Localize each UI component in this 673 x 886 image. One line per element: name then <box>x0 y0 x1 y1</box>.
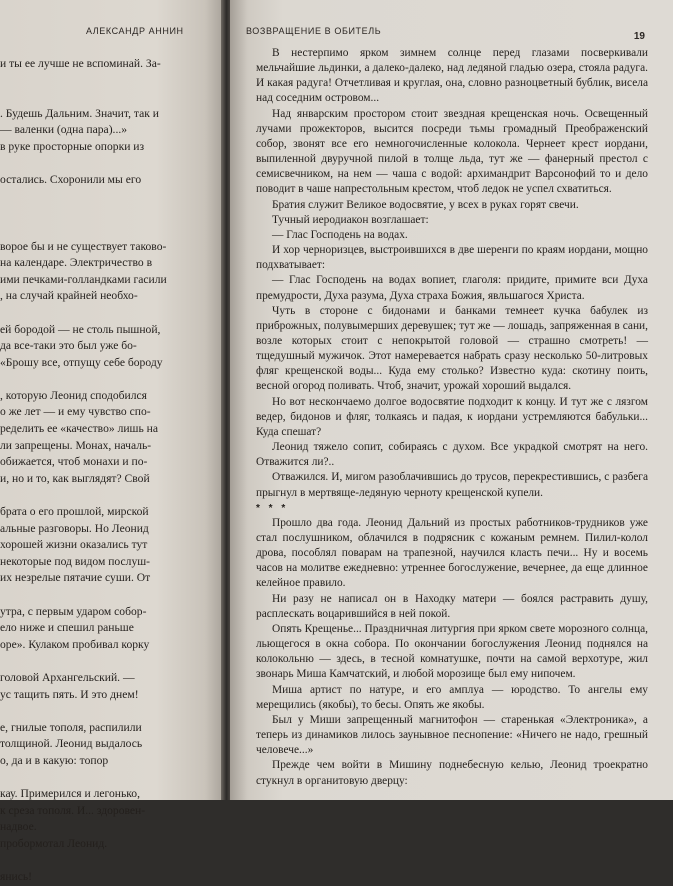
left-page-line <box>0 89 220 106</box>
left-page-line: янись! <box>0 870 33 884</box>
left-page-line: ело ниже и спешил раньше <box>0 621 134 635</box>
running-head-left: АЛЕКСАНДР АННИН <box>86 26 184 36</box>
left-page-line <box>0 853 220 870</box>
left-page-line <box>0 703 220 720</box>
left-page-line: оре». Кулаком пробивал корку <box>0 637 150 651</box>
left-page-line <box>0 770 220 787</box>
paragraph: Над январским простором стоит звездная крещенская ночь. Освещенный лучами прожекторов, высится посреди тьмы громадный Преображенский собор, звонят все его немногочисленные колокола. Чернеет крест иордани, выпиленной двуручной пилой в толще льда, тут же — фанерный престол с семисвечником, на нем — чаша с водой: архимандрит Варсонофий то и дело поводит в чаше напрестольным крестом, чтоб ледок не успел схватиться. <box>256 107 648 196</box>
left-page-line: , которую Леонид сподобился <box>0 388 148 402</box>
left-page-line: е, гнилые тополя, распилили <box>0 720 142 734</box>
left-page-line: и ты ее лучше не вспоминай. За- <box>0 57 161 70</box>
left-page-line: на календаре. Электричество в <box>0 256 153 270</box>
left-page-line: ей бородой — не столь пышной, <box>0 322 161 336</box>
left-page-line: в руке просторные опорки из <box>0 139 145 153</box>
left-page-line <box>0 587 220 604</box>
left-page-line <box>0 305 220 322</box>
paragraph: Отважился. И, мигом разоблачившись до трусов, перекрестившись, с разбега прыгнул в мертвяще-ледяную черноту крещенской купели. <box>256 471 648 499</box>
left-page-line <box>0 73 220 90</box>
left-page-line: кау. Примерился и легонько, <box>0 787 140 801</box>
left-page-line <box>0 222 220 239</box>
left-page <box>0 0 223 884</box>
left-page-line: ус тащить пять. И это днем! <box>0 687 139 701</box>
paragraph: И хор черноризцев, выстроившихся в две шеренги по краям иордани, мощно подхватывает: <box>256 244 648 272</box>
left-page-line: ворое бы и не существует таково- <box>0 239 167 253</box>
running-head-right: ВОЗВРАЩЕНИЕ В ОБИТЕЛЬ <box>246 26 382 36</box>
left-page-line: «Брошу все, отпущу себе бороду <box>0 355 163 369</box>
left-page-line: головой Архангельский. — <box>0 670 135 684</box>
right-page-text <box>256 46 648 789</box>
paragraph: Прошло два года. Леонид Дальний из простых работников-трудников уже стал послушником, облачился в подрясник с кожаным ремнем. Пилил-колол дрова, пособлял поварам на трапезной, научился класть печи... Ну и восемь часов на молитве ежедневно: утреннее богослужение, вечернее, да еще длинное келейное правило. <box>256 516 648 590</box>
left-page-line: утра, с первым ударом собор- <box>0 604 147 618</box>
left-page-line: хорошей жизни оказались тут <box>0 538 148 552</box>
left-page-line <box>0 653 220 670</box>
left-page-line: альные разговоры. Но Леонид <box>0 521 149 535</box>
left-page-line: ли запрещены. Монах, началь- <box>0 438 152 452</box>
left-page-line: надвое. <box>0 820 37 834</box>
paragraphs-after-break <box>256 516 648 789</box>
left-page-line: ими печками-голландками гасили <box>0 272 167 286</box>
left-page-line: , на случай крайней необхо- <box>0 289 138 303</box>
left-page-line: обижается, чтоб монахи и по- <box>0 455 148 469</box>
section-break: * * * <box>256 502 289 514</box>
paragraph: Но вот нескончаемо долгое водосвятие подходит к концу. И тут же с лязгом ведер, бидонов и фляг, толкаясь и падая, к иордани устремляются бабульки... Куда спешат? <box>256 395 648 438</box>
left-page-line: и, но и то, как выглядят? Свой <box>0 471 150 485</box>
paragraph: Миша артист по натуре, и его амплуа — юродство. То ангелы ему мерещились (якобы), то бесы. Опять же якобы. <box>256 683 648 711</box>
paragraph: Братия служит Великое водосвятие, у всех в руках горят свечи. <box>272 198 579 211</box>
left-page-line <box>0 156 220 173</box>
left-page-line: толщиной. Леонид выдалось <box>0 737 143 751</box>
left-page-line: да все-таки это был уже бо- <box>0 339 137 353</box>
left-page-line: к среза тополя. И... здоровен- <box>0 803 146 817</box>
paragraph: В нестерпимо ярком зимнем солнце перед глазами посверкивали мельчайшие льдинки, а далеко-далеко, над ледяной гладью озера, стояла радуга. И какая радуга! Отчетливая и круглая, она, словно разноцветный бублик, висела над соседним островом... <box>256 47 648 105</box>
left-page-line: о, да и в какую: топор <box>0 753 109 767</box>
left-page-line: о же лет — и ему чувство спо- <box>0 405 151 419</box>
left-page-line: . Будешь Дальним. Значит, так и <box>0 106 159 120</box>
paragraphs-before-break <box>256 46 648 501</box>
paragraph: Ни разу не написал он в Находку матери — боялся растравить душу, расплескать воцарившийся в ней покой. <box>256 592 648 620</box>
left-page-text <box>0 56 220 886</box>
left-page-line <box>0 205 220 222</box>
left-page-line: их незрелые пятачие суши. От <box>0 571 151 585</box>
left-page-line <box>0 371 220 388</box>
paragraph: — Глас Господень на водах. <box>272 228 408 241</box>
paragraph: Прежде чем войти в Мишину поднебесную келью, Леонид троекратно стукнул в органитовую дверцу: <box>256 759 648 787</box>
paragraph: Опять Крещенье... Праздничная литургия при ярком свете морозного солнца, льющегося в окна собора. По окончании богослужения Леонид поднялся на колокольню — здесь, в тесной комнатушке, почти на самой верхотуре, жил звонарь Миша Камчатский, и любой морозище был ему нипочем. <box>256 622 648 681</box>
paragraph: Леонид тяжело сопит, собираясь с духом. Все украдкой смотрят на него. Отважится ли?.. <box>256 441 648 469</box>
paragraph: — Глас Господень на водах вопиет, глаголя: придите, примите вси Духа премудрости, Духа разума, Духа страха Божия, явльшагося Христа. <box>256 274 648 302</box>
left-page-line: ределить ее «качество» лишь на <box>0 422 159 436</box>
left-page-line: некоторые под видом послуш- <box>0 554 151 568</box>
paragraph: Чуть в стороне с бидонами и банками темнеет кучка бабулек из приброжных, полувымерших деревушек; тут же — лошадь, запряженная в сани, возле которых стоит с непокрытой головой — страшно смотреть! — тщедушный мужичок. Этот намеревается набрать сразу несколько 50-литровых фляг крещенской воды... Куда ему столько? Известно куда: скотину поить, весной огород поливать. Чтоб, значит, урожай хороший выдался. <box>256 304 648 393</box>
left-page-line <box>0 487 220 504</box>
left-page-line <box>0 189 220 206</box>
left-page-line: — валенки (одна пара)...» <box>0 123 128 137</box>
left-page-line: пробормотал Леонид. <box>0 836 108 850</box>
right-page <box>230 0 673 800</box>
left-page-line: брата о его прошлой, мирской <box>0 505 149 519</box>
left-page-line: остались. Схоронили мы его <box>0 173 142 187</box>
page-number: 19 <box>633 31 645 42</box>
paragraph: Тучный иеродиакон возглашает: <box>272 213 429 226</box>
paragraph: Был у Миши запрещенный магнитофон — старенькая «Электроника», а теперь из динамиков лилось заунывное песнопение: «Ничего не надо, грешный человече...» <box>256 713 648 757</box>
